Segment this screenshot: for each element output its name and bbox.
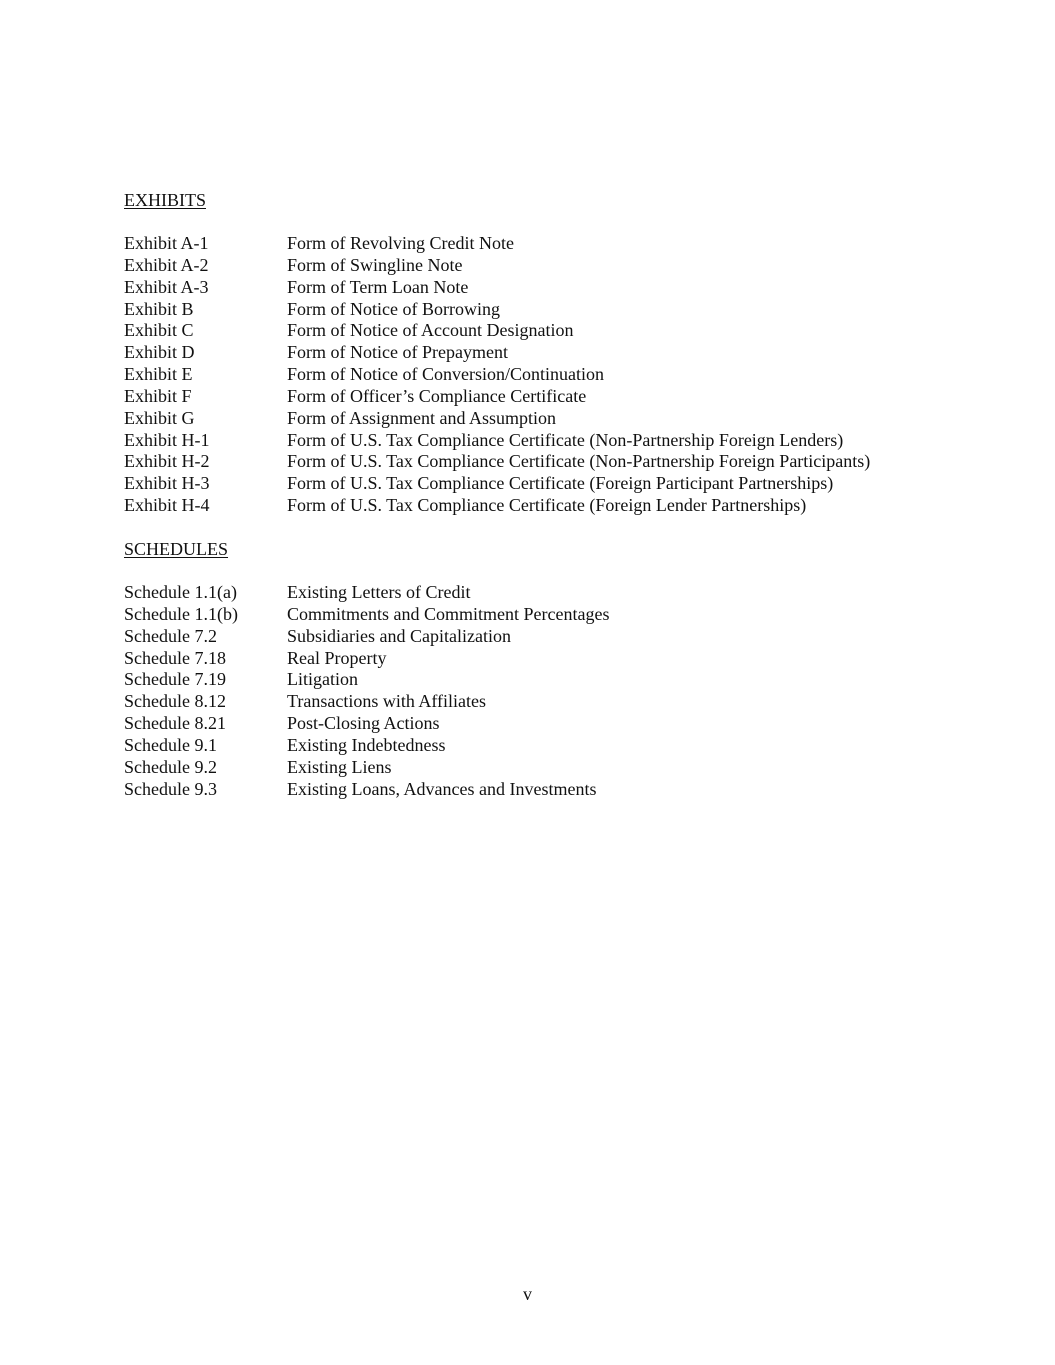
schedule-title: Post-Closing Actions xyxy=(287,713,440,734)
exhibit-label: Exhibit H-2 xyxy=(124,451,210,472)
exhibit-row xyxy=(124,299,1004,321)
exhibit-title: Form of Notice of Borrowing xyxy=(287,298,500,319)
exhibit-label: Exhibit H-3 xyxy=(124,473,210,494)
schedule-row xyxy=(124,779,1004,801)
schedule-label: Schedule 9.2 xyxy=(124,756,217,777)
exhibit-title: Form of Notice of Prepayment xyxy=(287,342,508,363)
schedule-title: Commitments and Commitment Percentages xyxy=(287,603,610,624)
exhibit-row xyxy=(124,495,1004,517)
schedule-row xyxy=(124,691,1004,713)
exhibit-row xyxy=(124,451,1004,473)
schedule-row xyxy=(124,669,1004,691)
exhibit-label: Exhibit H-1 xyxy=(124,429,210,450)
exhibit-label: Exhibit A-1 xyxy=(124,233,209,253)
exhibit-label: Exhibit E xyxy=(124,364,193,385)
exhibits-list xyxy=(124,233,1004,517)
exhibit-title: Form of Term Loan Note xyxy=(287,276,469,297)
schedule-title: Existing Letters of Credit xyxy=(287,582,471,602)
exhibit-label: Exhibit A-3 xyxy=(124,276,209,297)
schedule-label: Schedule 7.2 xyxy=(124,625,217,646)
exhibit-label: Exhibit C xyxy=(124,320,194,341)
schedules-list xyxy=(124,582,1004,800)
schedule-row xyxy=(124,648,1004,670)
schedule-title: Existing Indebtedness xyxy=(287,734,446,755)
schedule-title: Existing Loans, Advances and Investments xyxy=(287,778,597,799)
schedules-heading: SCHEDULES xyxy=(124,539,229,559)
exhibit-row xyxy=(124,277,1004,299)
exhibit-label: Exhibit H-4 xyxy=(124,495,210,516)
schedule-label: Schedule 7.19 xyxy=(124,669,226,690)
schedule-title: Litigation xyxy=(287,669,358,690)
exhibit-row xyxy=(124,342,1004,364)
schedule-label: Schedule 8.21 xyxy=(124,713,226,734)
exhibit-title: Form of Officer’s Compliance Certificate xyxy=(287,385,587,406)
exhibit-title: Form of Swingline Note xyxy=(287,254,463,275)
schedule-label: Schedule 9.3 xyxy=(124,778,217,799)
exhibit-title: Form of U.S. Tax Compliance Certificate (Foreign Lender Partnerships) xyxy=(287,495,807,516)
page-number: v xyxy=(523,1284,532,1304)
schedule-label: Schedule 1.1(a) xyxy=(124,582,237,602)
exhibit-title: Form of Revolving Credit Note xyxy=(287,233,514,253)
exhibit-label: Exhibit F xyxy=(124,385,192,406)
schedule-label: Schedule 7.18 xyxy=(124,647,226,668)
schedule-label: Schedule 9.1 xyxy=(124,734,217,755)
exhibit-label: Exhibit B xyxy=(124,298,194,319)
exhibit-label: Exhibit A-2 xyxy=(124,254,209,275)
schedule-title: Real Property xyxy=(287,647,387,668)
exhibit-label: Exhibit D xyxy=(124,342,195,363)
exhibit-row xyxy=(124,255,1004,277)
schedule-row xyxy=(124,757,1004,779)
exhibit-row xyxy=(124,430,1004,452)
exhibit-label: Exhibit G xyxy=(124,407,195,428)
schedule-row xyxy=(124,713,1004,735)
exhibit-row xyxy=(124,386,1004,408)
exhibit-title: Form of U.S. Tax Compliance Certificate (Non-Partnership Foreign Lenders) xyxy=(287,429,844,450)
schedule-title: Transactions with Affiliates xyxy=(287,691,486,712)
schedule-title: Subsidiaries and Capitalization xyxy=(287,625,511,646)
schedule-row xyxy=(124,626,1004,648)
exhibit-title: Form of U.S. Tax Compliance Certificate (Non-Partnership Foreign Participants) xyxy=(287,451,871,472)
schedule-row xyxy=(124,735,1004,757)
exhibit-row xyxy=(124,233,1004,255)
exhibit-title: Form of Assignment and Assumption xyxy=(287,407,557,428)
exhibit-title: Form of Notice of Account Designation xyxy=(287,320,574,341)
exhibit-title: Form of Notice of Conversion/Continuation xyxy=(287,364,604,385)
schedule-row xyxy=(124,604,1004,626)
exhibit-row xyxy=(124,320,1004,342)
schedule-label: Schedule 1.1(b) xyxy=(124,603,238,624)
exhibits-heading: EXHIBITS xyxy=(124,190,206,210)
schedule-title: Existing Liens xyxy=(287,756,392,777)
exhibit-row xyxy=(124,473,1004,495)
schedule-label: Schedule 8.12 xyxy=(124,691,226,712)
exhibit-row xyxy=(124,408,1004,430)
exhibit-row xyxy=(124,364,1004,386)
exhibit-title: Form of U.S. Tax Compliance Certificate (Foreign Participant Partnerships) xyxy=(287,473,834,494)
schedule-row xyxy=(124,582,1004,604)
